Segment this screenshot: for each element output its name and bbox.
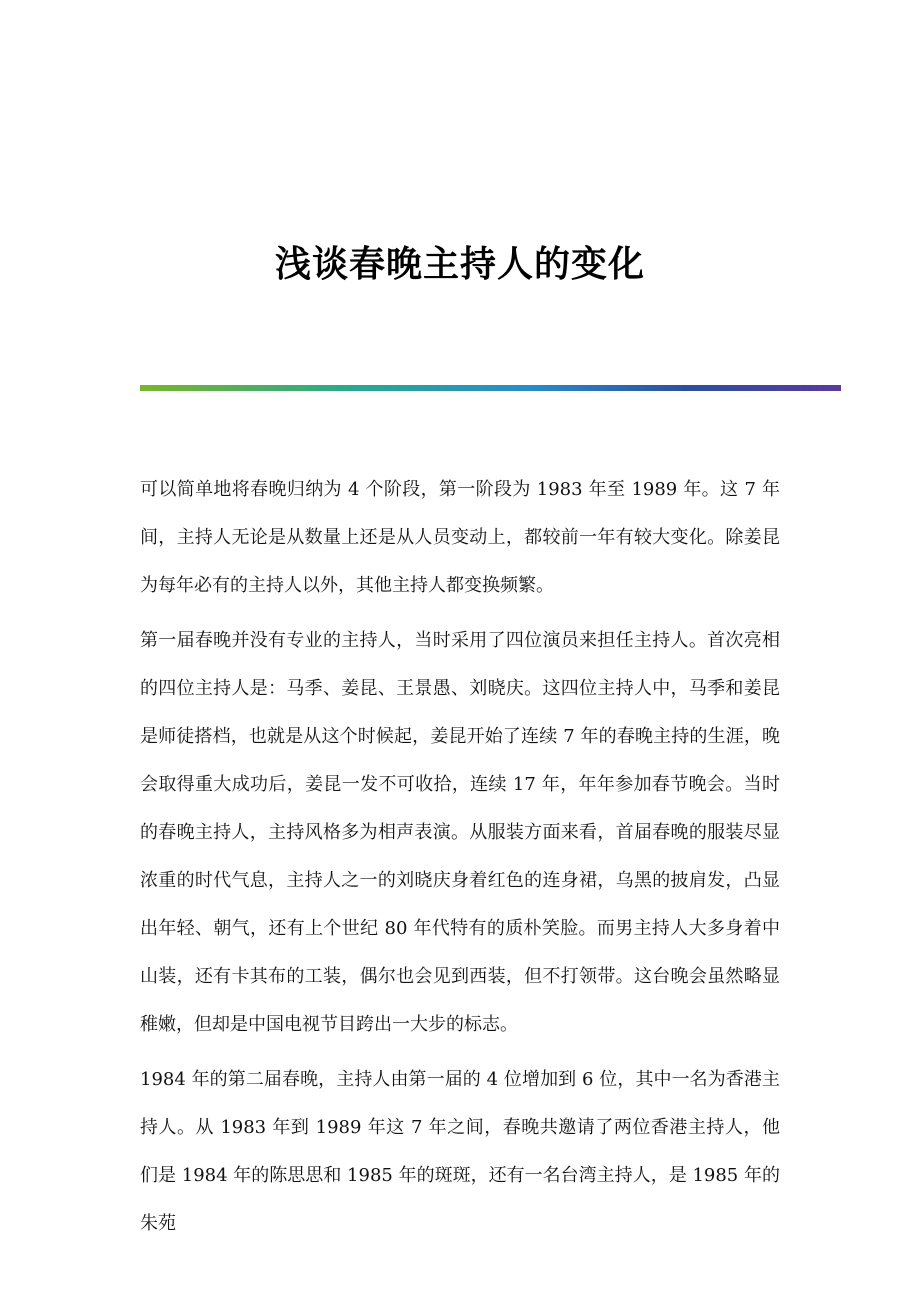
document-body (140, 466, 780, 1255)
paragraph-3: 1984 年的第二届春晚，主持人由第一届的 4 位增加到 6 位，其中一名为香港主持人。从 1983 年到 1989 年这 7 年之间，春晚共邀请了两位香港主持人，他们是 1984 年的陈思思和 1985 年的斑斑，还有一名台湾主持人，是 1985 年的朱苑 (140, 1069, 780, 1234)
paragraph-2: 第一届春晚并没有专业的主持人，当时采用了四位演员来担任主持人。首次亮相的四位主持人是：马季、姜昆、王景愚、刘晓庆。这四位主持人中，马季和姜昆是师徒搭档，也就是从这个时候起，姜昆开始了连续 7 年的春晚主持的生涯，晚会取得重大成功后，姜昆一发不可收拾，连续 17 年，年年参加春节晚会。当时的春晚主持人，主持风格多为相声表演。从服装方面来看，首届春晚的服装尽显浓重的时代气息，主持人之一的刘晓庆身着红色的连身裙，乌黑的披肩发，凸显出年轻、朝气，还有上个世纪 80 年代特有的质朴笑脸。而男主持人大多身着中山装，还有卡其布的工装，偶尔也会见到西装，但不打领带。这台晚会虽然略显稚嫩，但却是中国电视节目跨出一大步的标志。 (140, 630, 780, 1035)
title-divider (140, 385, 841, 391)
paragraph-1: 可以简单地将春晚归纳为 4 个阶段，第一阶段为 1983 年至 1989 年。这 7 年间，主持人无论是从数量上还是从人员变动上，都较前一年有较大变化。除姜昆为每年必有的主持人以外，其他主持人都变换频繁。 (140, 479, 780, 596)
document-title: 浅谈春晚主持人的变化 (274, 243, 645, 286)
